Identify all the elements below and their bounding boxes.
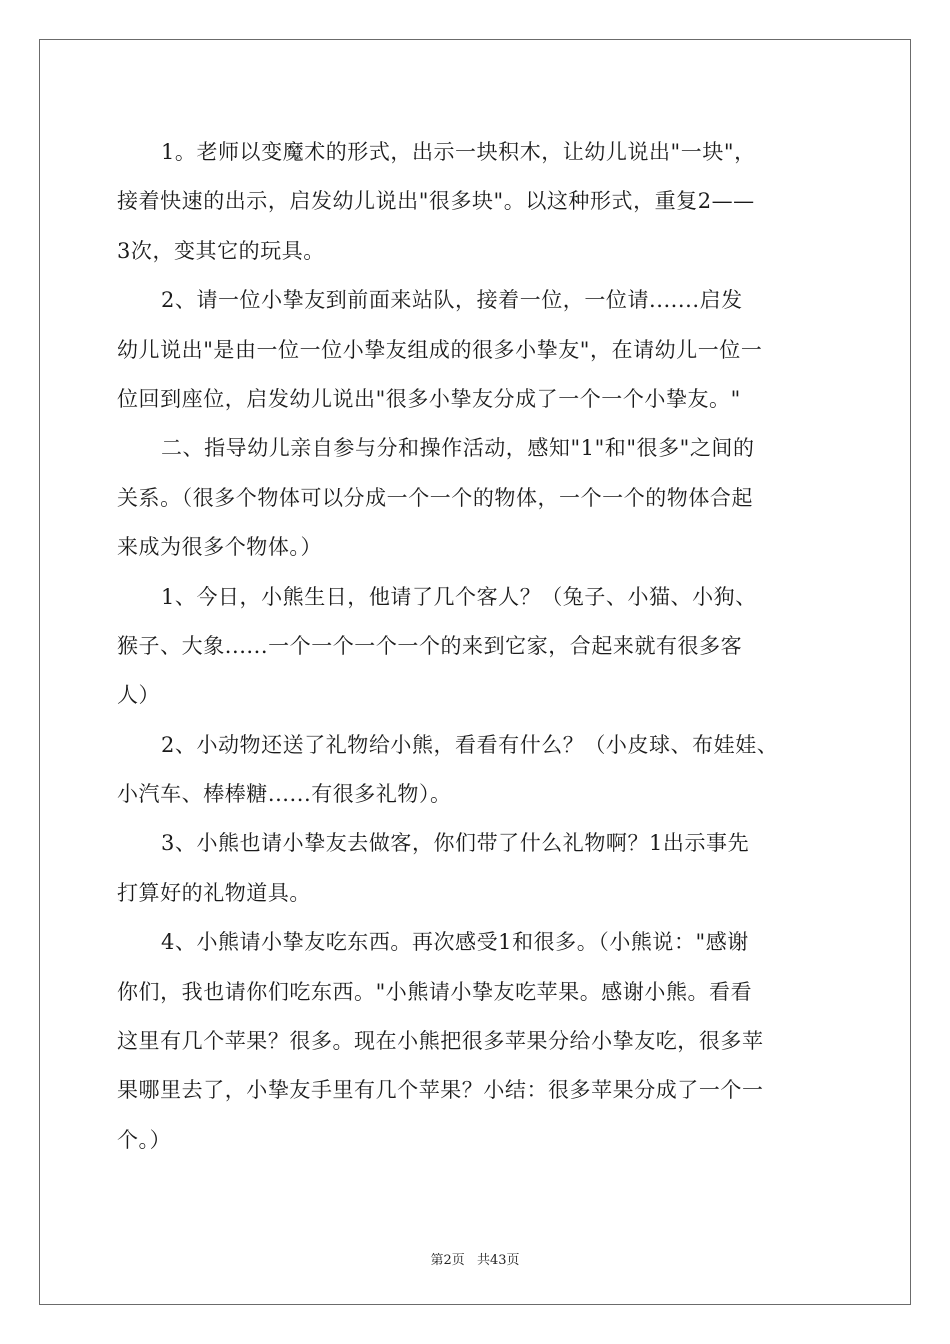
- text-line: 关系。（很多个物体可以分成一个一个的物体，一个一个的物体合起: [117, 485, 753, 510]
- text-line: 2、小动物还送了礼物给小熊，看看有什么？（小皮球、布娃娃、: [161, 732, 779, 757]
- document-body: [117, 128, 837, 1165]
- text-line: 来成为很多个物体。）: [117, 535, 322, 560]
- text-line: 2、请一位小挚友到前面来站队，接着一位，一位请.......启发: [161, 288, 743, 313]
- text-line: 3次，变其它的玩具。: [117, 238, 325, 263]
- text-line: 个。）: [117, 1127, 172, 1152]
- text-line: 这里有几个苹果？很多。现在小熊把很多苹果分给小挚友吃，很多苹: [117, 1029, 764, 1054]
- text-line: 人）: [117, 683, 161, 708]
- total-pages: 共43页: [476, 1253, 520, 1268]
- text-line: 3、小熊也请小挚友去做客，你们带了什么礼物啊？1出示事先: [161, 831, 750, 856]
- text-line: 幼儿说出"是由一位一位小挚友组成的很多小挚友"，在请幼儿一位一: [117, 337, 763, 362]
- text-line: 猴子、大象......一个一个一个一个的来到它家，合起来就有很多客: [117, 633, 743, 658]
- text-line: 果哪里去了，小挚友手里有几个苹果？小结：很多苹果分成了一个一: [117, 1078, 764, 1103]
- text-line: 4、小熊请小挚友吃东西。再次感受1和很多。（小熊说："感谢: [161, 930, 749, 955]
- page-footer: [0, 1249, 950, 1268]
- text-line: 打算好的礼物道具。: [117, 880, 311, 905]
- page-number: 第2页: [430, 1253, 465, 1268]
- text-line: 小汽车、棒棒糖......有很多礼物）。: [117, 782, 452, 807]
- text-line: 位回到座位，启发幼儿说出"很多小挚友分成了一个一个小挚友。": [117, 386, 741, 411]
- text-line: 二、指导幼儿亲自参与分和操作活动，感知"1"和"很多"之间的: [161, 436, 755, 461]
- text-line: 你们，我也请你们吃东西。"小熊请小挚友吃苹果。感谢小熊。看看: [117, 979, 753, 1004]
- text-line: 1、今日，小熊生日，他请了几个客人？（兔子、小猫、小狗、: [161, 584, 757, 609]
- text-line: 接着快速的出示，启发幼儿说出"很多块"。以这种形式，重复2——: [117, 189, 755, 214]
- text-line: 1。老师以变魔术的形式，出示一块积木，让幼儿说出"一块"，: [161, 140, 756, 164]
